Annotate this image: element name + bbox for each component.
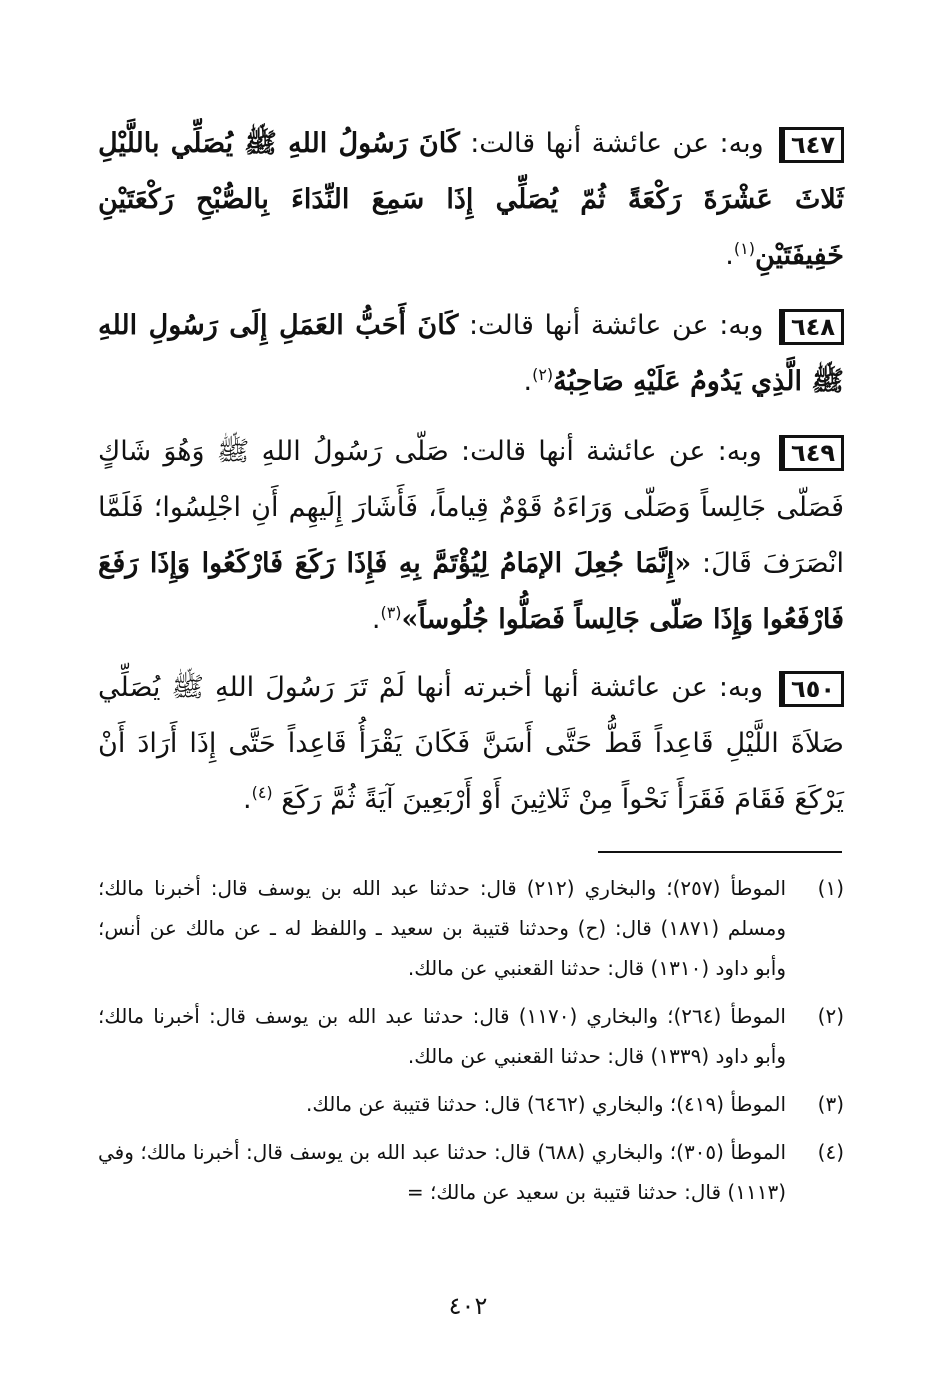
hadith-number: ٦٤٧: [782, 127, 844, 163]
hadith-intro: وبه: عن عائشة أنها قالت: صَلّى رَسُولُ اللهِ ﷺ وَهُوَ شَاكٍ فَصَلّى جَالِساً وَصَلّى وَرَاءَهُ قَوْمٌ قِياماً، فَأَشَارَ إِلَيهِم أَنِ اجْلِسُوا؛ فَلَمَّا انْصَرَفَ قَالَ:: [98, 436, 844, 579]
hadith-end: .: [242, 784, 252, 815]
footnote-mark: (١): [817, 876, 844, 900]
hadith-text: «إِنَّمَا جُعِلَ الإمَامُ لِيُؤْتَمَّ بِهِ فَإِذَا رَكَعَ فَارْكَعُوا وَإِذَا رَفَعَ فَارْفَعُوا وَإِذَا صَلّى جَالِساً فَصَلُّوا جُلُوساً»: [98, 548, 844, 635]
footnotes: [98, 868, 844, 1220]
footnote-ref: (٢): [532, 365, 554, 384]
footnote-item: [98, 868, 844, 988]
footnote-ref: (٤): [251, 783, 273, 802]
hadith-intro: وبه: عن عائشة أنها قالت:: [470, 128, 764, 159]
footnote-text: الموطأ (٢٦٤)؛ والبخاري (١١٧٠) قال: حدثنا عبد الله بن يوسف قال: أخبرنا مالك؛ وأبو داود (١٣٣٩) قال: حدثنا القعنبي عن مالك.: [98, 1004, 786, 1068]
footnote-text: الموطأ (٢٥٧)؛ والبخاري (٢١٢) قال: حدثنا عبد الله بن يوسف قال: أخبرنا مالك؛ ومسلم (١٨٧١) قال: (ح) وحدثنا قتيبة بن سعيد ـ واللفظ له ـ عن مالك عن أنس؛ وأبو داود (١٣١٠) قال: حدثنا القعنبي عن مالك.: [98, 876, 787, 980]
footnote-item: [98, 1084, 844, 1124]
footnote-text: الموطأ (٤١٩)؛ والبخاري (٦٤٦٢) قال: حدثنا قتيبة عن مالك.: [306, 1092, 786, 1116]
footnote-text: الموطأ (٣٠٥)؛ والبخاري (٦٨٨) قال: حدثنا عبد الله بن يوسف قال: أخبرنا مالك؛ وفي (١١١٣) قال: حدثنا قتيبة بن سعيد عن مالك؛ =: [98, 1140, 786, 1204]
page-number: ٤٠٢: [448, 1292, 488, 1320]
hadith-649: [98, 424, 844, 648]
hadith-end: .: [725, 240, 734, 271]
hadith-number: ٦٤٨: [782, 309, 844, 345]
hadith-650: [98, 660, 844, 828]
hadith-647: [98, 116, 844, 284]
footnote-mark: (٢): [817, 1004, 844, 1028]
hadith-number: ٦٥٠: [782, 671, 844, 707]
footnote-ref: (٣): [380, 603, 402, 622]
hadith-end: .: [523, 366, 533, 397]
hadith-text: كَانَ رَسُولُ اللهِ ﷺ يُصَلِّي باللَّيْلِ ثَلاثَ عَشْرَةَ رَكْعَةً ثُمّ يُصَلِّي إِذَا سَمِعَ النِّدَاءَ بِالصُّبْحِ رَكْعَتَيْنِ خَفِيفَتَيْنِ: [98, 128, 844, 271]
hadith-648: [98, 298, 844, 410]
hadith-number: ٦٤٩: [782, 435, 844, 471]
footnote-mark: (٤): [817, 1140, 844, 1164]
footnote-item: [98, 996, 844, 1076]
hadith-text: كَانَ أَحَبُّ العَمَلِ إِلَى رَسُولِ اللهِ ﷺ الَّذِي يَدُومُ عَلَيْهِ صَاحِبُهُ: [98, 310, 844, 397]
footnote-item: [98, 1132, 844, 1212]
hadith-intro: وبه: عن عائشة أنها أخبرته أنها لَمْ تَرَ رَسُولَ اللهِ ﷺ يُصَلِّي صَلاَةَ اللَّيْلِ قَاعِداً قَطُّ حَتَّى أَسَنَّ فَكَانَ يَقْرَأُ قَاعِداً حَتَّى إِذَا أَرَادَ أَنْ يَرْكَعَ فَقَامَ فَقَرَأَ نَحْواً مِنْ ثَلاثِينَ أَوْ أَرْبَعِينَ آيَةً ثُمَّ رَكَعَ: [98, 672, 844, 815]
hadith-end: .: [371, 604, 381, 635]
footnote-divider: [598, 851, 842, 853]
footnote-mark: (٣): [817, 1092, 844, 1116]
hadith-intro: وبه: عن عائشة أنها قالت:: [468, 310, 764, 341]
footnote-ref: (١): [733, 239, 755, 258]
